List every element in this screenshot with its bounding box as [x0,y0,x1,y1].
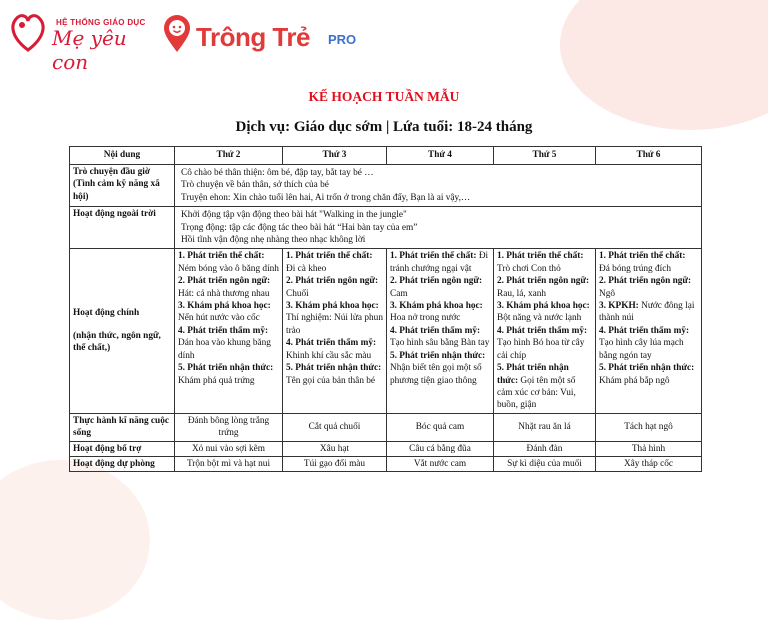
page-title: KẾ HOẠCH TUẦN MẪU [308,89,460,104]
main-activity-item [497,250,592,275]
decorative-blob-top-right [560,0,768,130]
main-activity-item [178,250,279,275]
header-wednesday: Thứ 4 [387,147,494,165]
outdoor-line: Hồi tĩnh vận động nhẹ nhàng theo nhạc không lời [181,235,366,246]
main-activity-item [178,275,279,300]
main-cell-day [596,249,702,413]
main-activity-item [599,250,698,275]
activity-text: Đi cà kheo [286,263,327,274]
main-activity-item [497,362,592,412]
main-cell-day [175,249,283,413]
row-label-backup: Hoạt động dự phòng [70,456,175,471]
practice-cell: Đánh bông lòng trắng trứng [175,413,283,441]
main-activity-item [599,325,698,362]
activity-text: Rau, lá, xanh [497,288,547,299]
practice-cell: Bóc quả cam [387,413,494,441]
main-activity-item [599,362,698,387]
activity-text: Tạo hình sâu bằng Bàn tay [390,338,490,349]
activity-heading: 5. Phát triển nhận thức: [178,363,274,374]
main-activity-item [286,275,383,300]
main-activity-item [497,325,592,362]
practice-cell: Cắt quả chuối [283,413,387,441]
table-row-backup [70,456,702,471]
main-activity-item [390,325,490,350]
main-label: Hoạt động chính [73,308,140,319]
row-label-practice: Thực hành kĩ năng cuộc sống [70,413,175,441]
main-activity-item [178,300,279,325]
activity-heading: 4. Phát triển thẩm mỹ: [390,325,481,336]
activity-text: Khinh khí cầu sắc màu [286,350,372,361]
greeting-line: Truyện ehon: Xin chào tuổi lên hai, Ai trốn ở trong chăn đấy, Bạn là ai vậy,… [181,192,471,203]
activity-heading: 2. Phát triển ngôn ngữ: [390,276,483,287]
activity-text: Tạo hình Bó hoa từ cây cải chíp [497,338,585,361]
main-activity-item [178,362,279,387]
activity-heading: 2. Phát triển ngôn ngữ: [599,276,692,287]
activity-heading: 5. Phát triển nhận thức: [390,350,486,361]
logo-trong-tre-pro [162,14,372,60]
activity-heading: 1. Phát triển thể chất: [390,251,477,262]
activity-text: Khám phá bắp ngô [599,375,670,386]
activity-heading: 4. Phát triển thẩm mỹ: [286,338,377,349]
table-row-greeting [70,165,702,207]
main-cell-day [283,249,387,413]
table-row-outdoor [70,207,702,249]
activity-heading: 2. Phát triển ngôn ngữ: [497,276,590,287]
main-activity-item [286,362,383,387]
main-cell-day [387,249,494,413]
activity-text: Ném bóng vào ô băng dính [178,263,279,274]
activity-heading: 4. Phát triển thẩm mỹ: [599,325,690,336]
row-label-greeting: Trò chuyện đầu giờ (Tình cảm kỹ năng xã hội) [70,165,175,207]
main-activity-item [497,300,592,325]
activity-text: Nhận biết tên gọi một số phương tiện giao thông [390,363,482,386]
table-row-main [70,249,702,413]
header-tuesday: Thứ 3 [283,147,387,165]
logo-name-text: Trông Trẻ [196,22,310,52]
backup-cell: Xây tháp cốc [596,456,702,471]
activity-text: Khám phá quả trứng [178,375,255,386]
main-activity-item [599,300,698,325]
activity-heading: 3. Khám phá khoa học: [390,301,483,312]
main-activity-item [390,250,490,275]
backup-cell: Vắt nước cam [387,456,494,471]
outdoor-content [175,207,702,249]
main-activity-item [390,275,490,300]
row-label-outdoor: Hoạt động ngoài trời [70,207,175,249]
activity-text: Tên gọi của bản thân bé [286,375,376,386]
activity-text: Đi tránh chướng ngại vật [390,251,489,274]
backup-cell: Trộn bột mì và hạt nui [175,456,283,471]
main-activity-item [286,337,383,362]
location-pin-logo-icon [162,14,192,54]
activity-text: Cam [390,288,408,299]
activity-heading: 1. Phát triển thể chất: [286,251,373,262]
activity-heading: 2. Phát triển ngôn ngữ: [178,276,271,287]
activity-heading: 3. Khám phá khoa học: [178,301,271,312]
header-monday: Thứ 2 [175,147,283,165]
activity-heading: 1. Phát triển thể chất: [178,251,265,262]
activity-text: Đá bóng trúng đích [599,263,672,274]
backup-cell: Túi gạo đổi màu [283,456,387,471]
activity-text: Nước đông lại thành núi [599,301,695,324]
support-cell: Thả hình [596,441,702,456]
row-label-support: Hoạt động bổ trợ [70,441,175,456]
activity-heading: 4. Phát triển thẩm mỹ: [178,325,269,336]
backup-cell: Sự kì diệu của muối [494,456,596,471]
activity-text: Dán hoa vào khung băng dính [178,338,271,361]
logo-me-yeu-con [8,10,148,74]
main-activity-item [286,300,383,337]
activity-heading: 3. Khám phá khoa học: [286,301,379,312]
main-activity-item [178,325,279,362]
activity-text: Chuối [286,288,309,299]
support-cell: Đánh đàn [494,441,596,456]
main-sublabel: (nhận thức, ngôn ngữ, thể chất,) [73,330,161,354]
header-content: Nội dung [70,147,175,165]
row-label-main [70,249,175,413]
heart-logo-icon [8,10,48,54]
support-cell: Xỏ nui vào sợi kẽm [175,441,283,456]
activity-heading: 4. Phát triển thẩm mỹ: [497,325,588,336]
table-header-row [70,147,702,165]
greeting-content [175,165,702,207]
header-friday: Thứ 6 [596,147,702,165]
activity-heading: 3. Khám phá khoa học: [497,301,590,312]
activity-text: Bột năng và nước lạnh [497,313,582,324]
table-row-support [70,441,702,456]
activity-heading: 5. Phát triển nhận thức: [599,363,695,374]
activity-text: Thí nghiệm: Núi lửa phun trào [286,313,383,336]
outdoor-line: Trọng động: tập các động tác theo bài hát “Hai bàn tay của em” [181,222,418,233]
activity-text: Trò chơi Con thỏ [497,263,561,274]
main-activity-item [497,275,592,300]
activity-text: Nến hút nước vào cốc [178,313,260,324]
activity-text: Gọi tên một số cảm xúc cơ bản: Vui, buồn, giận [497,375,576,411]
support-cell: Xâu hạt [283,441,387,456]
main-activity-item [599,275,698,300]
activity-heading: 2. Phát triển ngôn ngữ: [286,276,379,287]
activity-heading: 1. Phát triển thể chất: [497,251,584,262]
main-activity-item [390,350,490,387]
greeting-line: Trò chuyện về bản thân, sở thích của bé [181,180,329,191]
activity-heading: 3. KPKH: [599,301,639,312]
activity-text: Ngô [599,288,616,299]
header-thursday: Thứ 5 [494,147,596,165]
activity-heading: 1. Phát triển thể chất: [599,251,686,262]
logo-pro-badge: PRO [328,32,357,47]
logo-brand-text: Mẹ yêu con [52,26,127,74]
activity-text: Tạo hình cây lúa mạch bằng ngón tay [599,338,684,361]
support-cell: Câu cá bằng đũa [387,441,494,456]
activity-heading: 5. Phát triển nhận thức: [286,363,382,374]
activity-text: Hoa nở trong nước [390,313,461,324]
main-cell-day [494,249,596,413]
page-subtitle: Dịch vụ: Giáo dục sớm | Lứa tuổi: 18-24 tháng [235,119,533,135]
practice-cell: Tách hạt ngô [596,413,702,441]
weekly-plan-table [69,146,702,472]
activity-text: Hát: cả nhà thương nhau [178,288,270,299]
main-activity-item [390,300,490,325]
outdoor-line: Khởi động tập vận động theo bài hát "Walking in the jungle" [181,210,407,221]
activity-heading: 5. Phát triển nhận thức: [497,363,569,386]
logo-system-text: HỆ THỐNG GIÁO DỤC [56,18,146,27]
greeting-line: Cô chào bé thân thiện: ôm bé, đập tay, bắt tay bé … [181,168,374,178]
main-activity-item [286,250,383,275]
practice-cell: Nhặt rau ăn lá [494,413,596,441]
table-row-practice [70,413,702,441]
decorative-blob-bottom-left [0,460,150,620]
